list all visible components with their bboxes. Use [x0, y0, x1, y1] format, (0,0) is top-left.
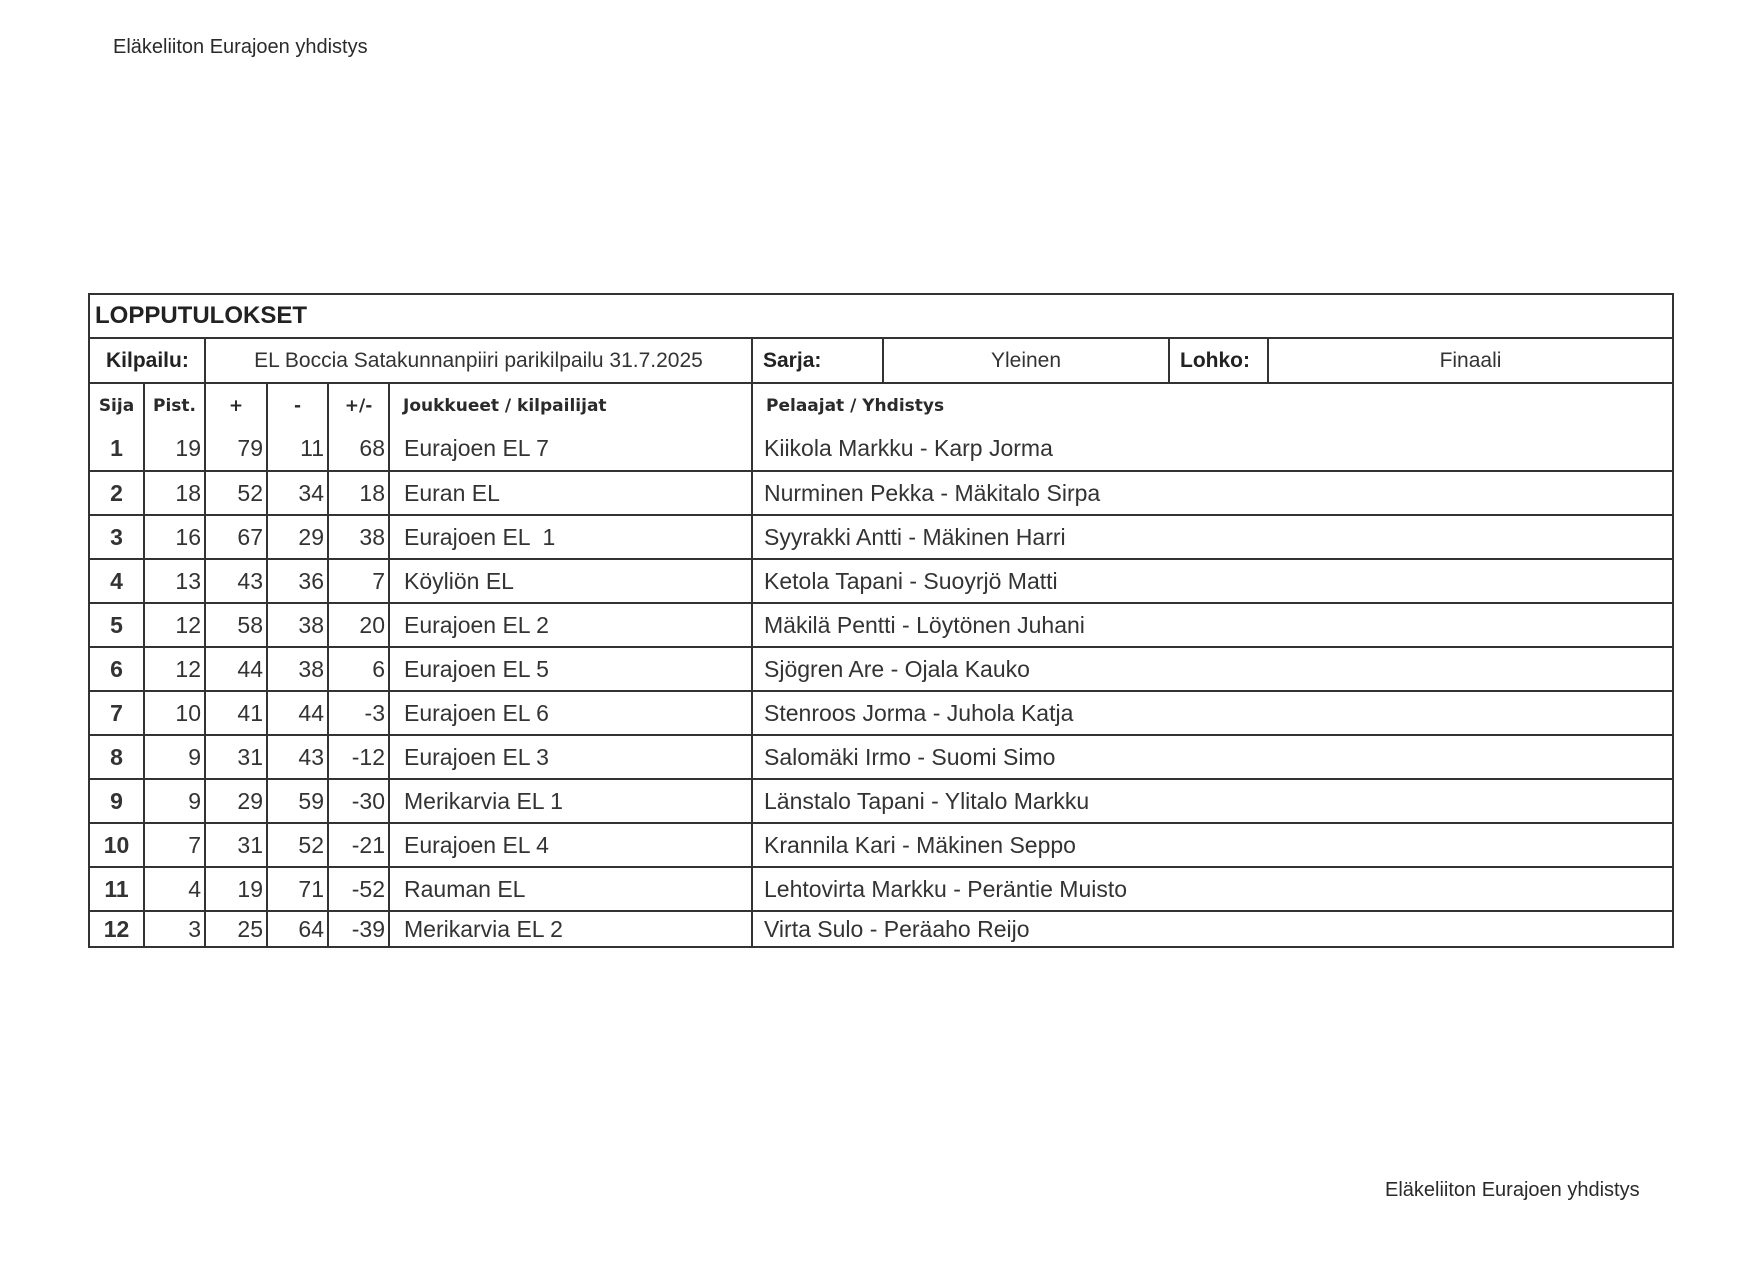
cell-minus: 38 [267, 603, 328, 647]
cell-diff: -21 [328, 823, 389, 867]
cell-minus: 36 [267, 559, 328, 603]
cell-points: 7 [144, 823, 205, 867]
cell-players: Mäkilä Pentti - Löytönen Juhani [752, 603, 1672, 647]
cell-plus: 67 [205, 515, 267, 559]
cell-plus: 31 [205, 823, 267, 867]
cell-points: 4 [144, 867, 205, 911]
cell-plus: 41 [205, 691, 267, 735]
cell-rank: 5 [90, 603, 144, 647]
cell-minus: 44 [267, 691, 328, 735]
cell-players: Nurminen Pekka - Mäkitalo Sirpa [752, 471, 1672, 515]
header-organization: Eläkeliiton Eurajoen yhdistys [113, 36, 368, 58]
cell-rank: 7 [90, 691, 144, 735]
cell-plus: 25 [205, 911, 267, 946]
cell-points: 19 [144, 427, 205, 471]
cell-team: Eurajoen EL 2 [389, 603, 752, 647]
cell-minus: 64 [267, 911, 328, 946]
cell-rank: 3 [90, 515, 144, 559]
cell-plus: 43 [205, 559, 267, 603]
cell-players: Kiikola Markku - Karp Jorma [752, 427, 1672, 471]
series-value: Yleinen [883, 339, 1169, 383]
cell-points: 3 [144, 911, 205, 946]
cell-points: 16 [144, 515, 205, 559]
series-label: Sarja: [752, 339, 883, 383]
cell-points: 10 [144, 691, 205, 735]
table-row [90, 911, 1672, 946]
cell-rank: 1 [90, 427, 144, 471]
cell-players: Länstalo Tapani - Ylitalo Markku [752, 779, 1672, 823]
cell-players: Krannila Kari - Mäkinen Seppo [752, 823, 1672, 867]
cell-diff: -39 [328, 911, 389, 946]
cell-minus: 43 [267, 735, 328, 779]
cell-team: Eurajoen EL 6 [389, 691, 752, 735]
table-row [90, 779, 1672, 823]
cell-rank: 12 [90, 911, 144, 946]
cell-team: Eurajoen EL 3 [389, 735, 752, 779]
cell-players: Salomäki Irmo - Suomi Simo [752, 735, 1672, 779]
cell-rank: 10 [90, 823, 144, 867]
block-label: Lohko: [1169, 339, 1268, 383]
cell-minus: 29 [267, 515, 328, 559]
cell-plus: 31 [205, 735, 267, 779]
cell-players: Syyrakki Antti - Mäkinen Harri [752, 515, 1672, 559]
table-row [90, 427, 1672, 471]
col-header-rank: Sija [90, 383, 144, 427]
block-value: Finaali [1268, 339, 1672, 383]
cell-diff: 68 [328, 427, 389, 471]
cell-rank: 4 [90, 559, 144, 603]
table-row [90, 823, 1672, 867]
col-header-team: Joukkueet / kilpailijat [389, 383, 752, 427]
cell-diff: 20 [328, 603, 389, 647]
col-header-minus: - [267, 383, 328, 427]
results-table [90, 339, 1672, 946]
col-header-plus: + [205, 383, 267, 427]
cell-plus: 79 [205, 427, 267, 471]
cell-diff: -30 [328, 779, 389, 823]
result-rows [90, 427, 1672, 946]
cell-rank: 11 [90, 867, 144, 911]
cell-minus: 11 [267, 427, 328, 471]
cell-team: Merikarvia EL 1 [389, 779, 752, 823]
table-row [90, 647, 1672, 691]
col-header-diff: +/- [328, 383, 389, 427]
cell-diff: -52 [328, 867, 389, 911]
col-header-players: Pelaajat / Yhdistys [766, 395, 945, 416]
meta-row [90, 339, 1672, 383]
cell-rank: 9 [90, 779, 144, 823]
cell-points: 9 [144, 735, 205, 779]
cell-minus: 38 [267, 647, 328, 691]
table-row [90, 471, 1672, 515]
cell-points: 12 [144, 603, 205, 647]
sheet-title: LOPPUTULOKSET [90, 295, 1672, 339]
cell-players: Stenroos Jorma - Juhola Katja [752, 691, 1672, 735]
cell-team: Eurajoen EL 4 [389, 823, 752, 867]
cell-minus: 34 [267, 471, 328, 515]
cell-team: Rauman EL [389, 867, 752, 911]
cell-diff: -12 [328, 735, 389, 779]
cell-rank: 6 [90, 647, 144, 691]
cell-team: Euran EL [389, 471, 752, 515]
cell-players: Ketola Tapani - Suoyrjö Matti [752, 559, 1672, 603]
cell-points: 18 [144, 471, 205, 515]
cell-minus: 52 [267, 823, 328, 867]
cell-team: Eurajoen EL 7 [389, 427, 752, 471]
cell-players: Virta Sulo - Peräaho Reijo [764, 915, 1030, 942]
footer-organization: Eläkeliiton Eurajoen yhdistys [1385, 1179, 1640, 1201]
cell-plus: 19 [205, 867, 267, 911]
cell-team: Eurajoen EL 1 [389, 515, 752, 559]
cell-points: 9 [144, 779, 205, 823]
cell-plus: 52 [205, 471, 267, 515]
cell-diff: -3 [328, 691, 389, 735]
cell-rank: 8 [90, 735, 144, 779]
table-row [90, 867, 1672, 911]
cell-team: Köyliön EL [389, 559, 752, 603]
cell-team: Merikarvia EL 2 [389, 911, 752, 946]
column-header-row [90, 383, 1672, 427]
cell-plus: 29 [205, 779, 267, 823]
results-sheet [88, 293, 1674, 948]
cell-diff: 18 [328, 471, 389, 515]
cell-minus: 59 [267, 779, 328, 823]
cell-points: 13 [144, 559, 205, 603]
cell-rank: 2 [90, 471, 144, 515]
cell-diff: 38 [328, 515, 389, 559]
cell-players: Lehtovirta Markku - Peräntie Muisto [752, 867, 1672, 911]
competition-value: EL Boccia Satakunnanpiiri parikilpailu 31.7.2025 [205, 339, 752, 383]
cell-minus: 71 [267, 867, 328, 911]
table-row [90, 691, 1672, 735]
table-row [90, 735, 1672, 779]
table-row [90, 515, 1672, 559]
cell-diff: 6 [328, 647, 389, 691]
cell-diff: 7 [328, 559, 389, 603]
cell-points: 12 [144, 647, 205, 691]
cell-team: Eurajoen EL 5 [389, 647, 752, 691]
cell-players: Sjögren Are - Ojala Kauko [752, 647, 1672, 691]
cell-plus: 44 [205, 647, 267, 691]
cell-plus: 58 [205, 603, 267, 647]
table-row [90, 559, 1672, 603]
table-row [90, 603, 1672, 647]
col-header-points: Pist. [144, 383, 205, 427]
competition-label: Kilpailu: [90, 339, 205, 383]
